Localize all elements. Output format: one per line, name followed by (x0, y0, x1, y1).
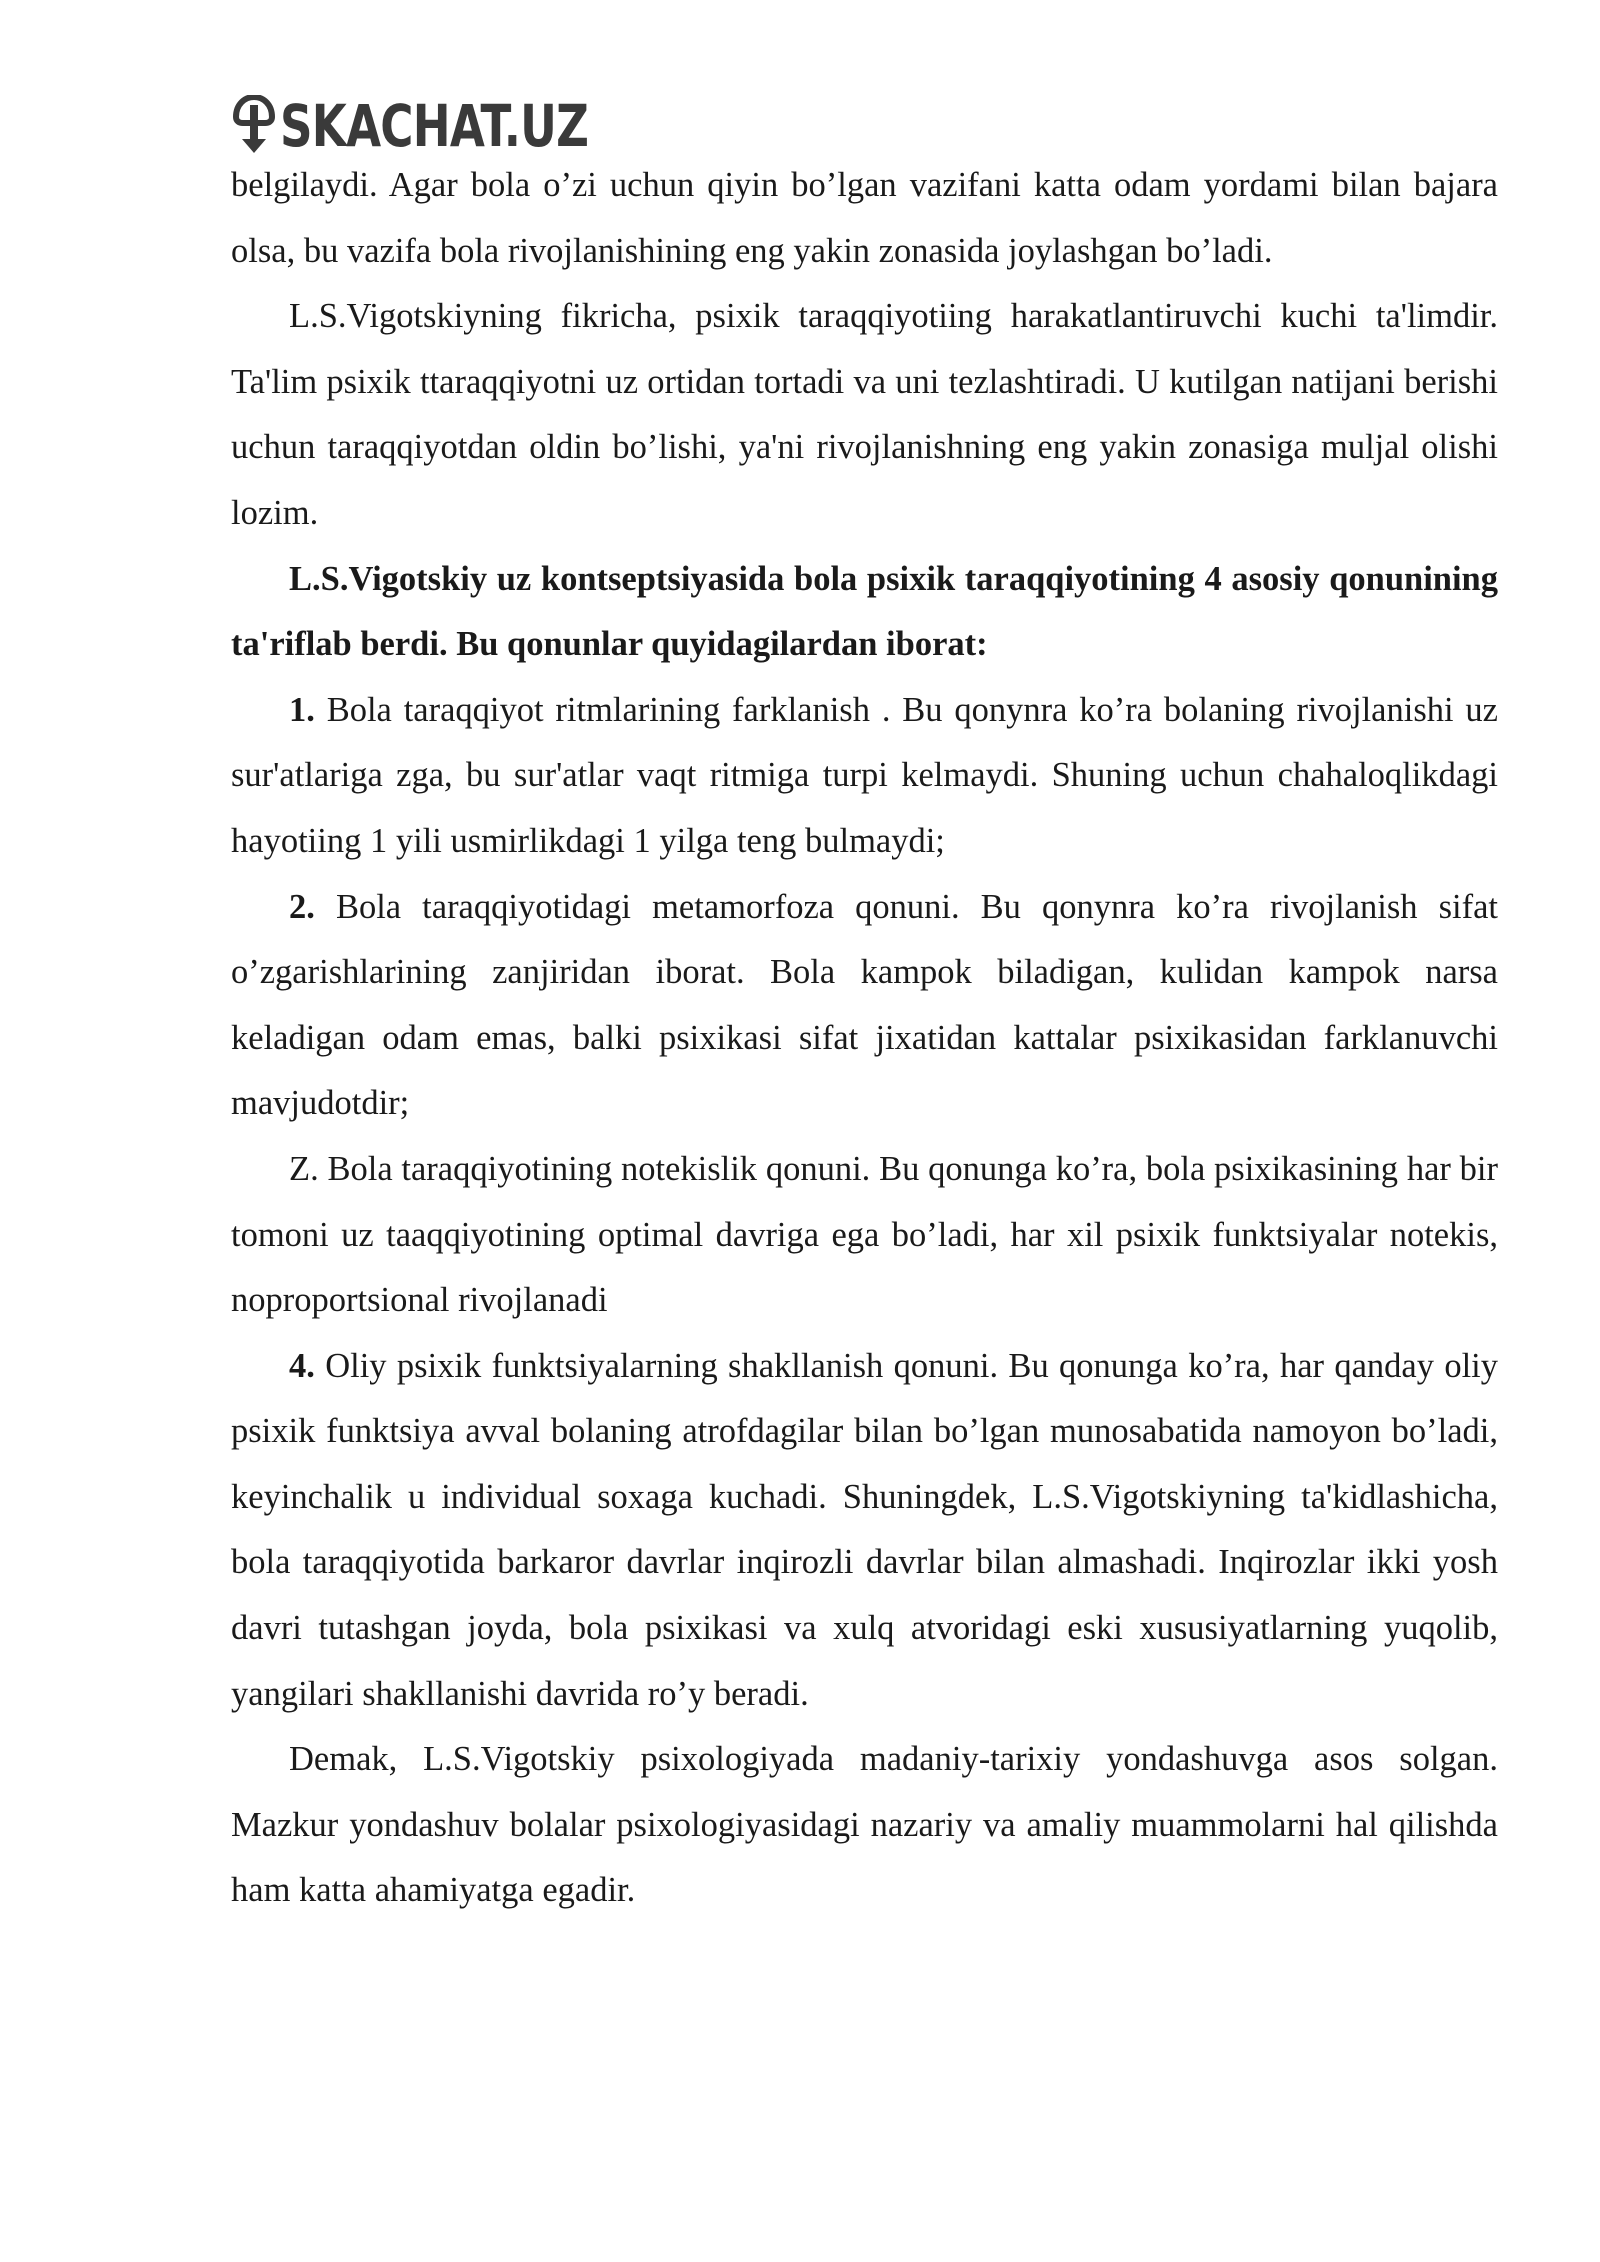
paragraph-vigotsky-view: L.S.Vigotskiyning fikricha, psixik taraqqiyotiing harakatlantiruvchi kuchi ta'limdir. Ta'lim psixik ttaraqqiyotni uz ortidan tortadi va uni tezlashtiradi. U kutilgan natijani berishi uchun taraqqiyotdan oldin bo’lishi, ya'ni rivojlanishning eng yakin zonasiga muljal olishi lozim. (231, 297, 1498, 532)
law-item-3 (231, 1137, 1498, 1334)
law-item-4 (231, 1334, 1498, 1728)
law-number: 2. (289, 887, 315, 926)
logo-text: SKACHAT.UZ (280, 92, 589, 160)
law-text: Bola taraqqiyotidagi metamorfoza qonuni. Bu qonynra ko’ra rivojlanish sifat o’zgarishlarining zanjiridan iborat. Bola kampok biladigan, kulidan kampok narsa keladigan odam emas, balki psixikasi sifat jixatidan kattalar psixikasidan farklanuvchi mavjudotdir; (231, 887, 1498, 1123)
law-item-2 (231, 875, 1498, 1137)
law-text: Z. Bola taraqqiyotining notekislik qonuni. Bu qonunga ko’ra, bola psixikasining har bir tomoni uz taaqqiyotining optimal davriga ega bo’ladi, har xil psixik funktsiyalar notekis, noproportsional rivojlanadi (231, 1149, 1498, 1320)
law-number: 4. (289, 1346, 315, 1385)
site-logo (232, 94, 675, 158)
paragraph-intro: belgilaydi. Agar bola o’zi uchun qiyin bo’lgan vazifani katta odam yordami bilan bajara olsa, bu vazifa bola rivojlanishining eng yakin zonasida joylashgan bo’ladi. (231, 166, 1498, 270)
mushroom-logo-icon (232, 95, 276, 157)
law-item-1 (231, 678, 1498, 875)
document-body (231, 153, 1498, 1924)
law-text: Oliy psixik funktsiyalarning shakllanish qonuni. Bu qonunga ko’ra, har qanday oliy psixik funktsiya avval bolaning atrofdagilar bilan bo’lgan munosabatida namoyon bo’ladi, keyinchalik u individual soxaga kuchadi. Shuningdek, L.S.Vigotskiyning ta'kidlashicha, bola taraqqiyotida barkaror davrlar inqirozli davrlar bilan almashadi. Inqirozlar ikki yosh davri tutashgan joyda, bola psixikasi va xulq atvoridagi eski xususiyatlarning yuqolib, yangilari shakllanishi davrida ro’y beradi. (231, 1346, 1498, 1713)
paragraph-laws-heading: L.S.Vigotskiy uz kontseptsiyasida bola psixik taraqqiyotining 4 asosiy qonunining ta'riflab berdi. Bu qonunlar quyidagilardan iborat: (231, 559, 1498, 664)
law-number: 1. (289, 690, 315, 729)
paragraph-conclusion: Demak, L.S.Vigotskiy psixologiyada madaniy-tarixiy yondashuvga asos solgan. Mazkur yondashuv bolalar psixologiyasidagi nazariy va amaliy muammolarni hal qilishda ham katta ahamiyatga egadir. (231, 1740, 1498, 1910)
law-text: Bola taraqqiyot ritmlarining farklanish . Bu qonynra ko’ra bolaning rivojlanishi uz sur'atlariga zga, bu sur'atlar vaqt ritmiga turpi kelmaydi. Shuning uchun chahaloqlikdagi hayotiing 1 yili usmirlikdagi 1 yilga teng bulmaydi; (231, 690, 1498, 860)
